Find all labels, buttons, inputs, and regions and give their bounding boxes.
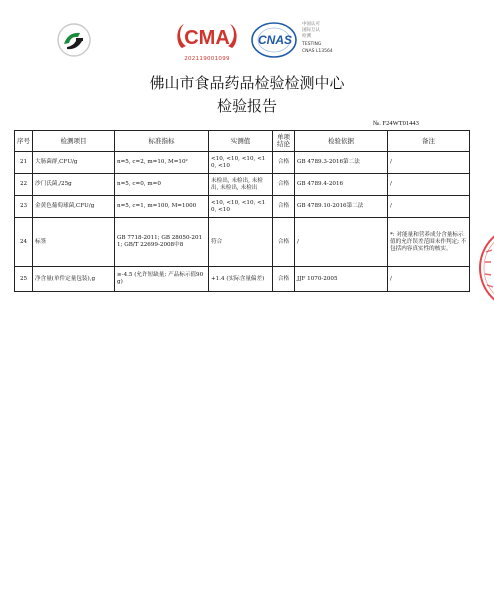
sc-logo-icon [56, 22, 92, 58]
cell-no: 23 [15, 196, 33, 218]
table-header-row [15, 131, 470, 152]
cell-result: 合格 [273, 218, 295, 267]
cell-basis: / [295, 218, 388, 267]
table-row [15, 174, 470, 196]
table-row [15, 152, 470, 174]
cell-basis: GB 4789.4-2016 [295, 174, 388, 196]
cell-measured: 符合 [209, 218, 273, 267]
cnas-line-5: CNAS L13564 [302, 49, 333, 54]
cell-item: 金黄色葡萄球菌,CFU/g [33, 196, 115, 218]
cnas-line-4: TESTING [302, 42, 322, 47]
cell-result: 合格 [273, 174, 295, 196]
header-item: 检测项目 [33, 131, 115, 152]
cell-item: 沙门氏菌,/25g [33, 174, 115, 196]
cell-no: 25 [15, 267, 33, 292]
table-row [15, 218, 470, 267]
header-remark: 备注 [388, 131, 470, 152]
cell-item: 大肠菌群,CFU/g [33, 152, 115, 174]
cell-basis: GB 4789.3-2016第二法 [295, 152, 388, 174]
report-number: №. F24WT01443 [373, 120, 419, 127]
cell-remark: *: 对能量和营养成分含量标示值的允许误差范围未作判定; 不包括内容真实性的核实。 [388, 218, 470, 267]
red-seal-stamp-icon [476, 222, 494, 314]
cell-no: 21 [15, 152, 33, 174]
cnas-line-3: 检测 [302, 34, 311, 39]
cell-result: 合格 [273, 196, 295, 218]
cell-remark: / [388, 152, 470, 174]
cnas-line-1: 中国认可 [302, 22, 320, 27]
cell-measured: <10, <10, <10, <10, <10 [209, 196, 273, 218]
cma-mark-icon [170, 18, 244, 56]
cell-measured: <10, <10, <10, <10, <10 [209, 152, 273, 174]
cell-measured: +1.4 (实际含量偏差) [209, 267, 273, 292]
cma-number: 202119001099 [184, 56, 230, 62]
cell-result: 合格 [273, 152, 295, 174]
cell-standard: ≥-4.5 (允许短缺量; 产品标示值90g) [115, 267, 209, 292]
cell-standard: n=5, c=1, m=100, M=1000 [115, 196, 209, 218]
cell-remark: / [388, 267, 470, 292]
cell-remark: / [388, 174, 470, 196]
header-measured: 实测值 [209, 131, 273, 152]
cell-standard: GB 7718-2011; GB 28050-2011; GB/T 22699-2008中8 [115, 218, 209, 267]
header-basis: 检验依据 [295, 131, 388, 152]
svg-text:CMA: CMA [184, 27, 230, 49]
institution-title: 佛山市食品药品检验检测中心 [149, 74, 345, 92]
cnas-mark-icon [250, 18, 302, 62]
cnas-line-2: 国际互认 [302, 28, 320, 33]
results-table [14, 130, 470, 292]
cell-result: 合格 [273, 267, 295, 292]
logo-bar [0, 14, 494, 64]
cell-standard: n=5, c=0, m=0 [115, 174, 209, 196]
cell-remark: / [388, 196, 470, 218]
table-row [15, 267, 470, 292]
cell-basis: GB 4789.10-2016第二法 [295, 196, 388, 218]
cell-item: 净含量(单件定量包装),g [33, 267, 115, 292]
svg-text:CNAS: CNAS [257, 33, 293, 47]
header-standard: 标准指标 [115, 131, 209, 152]
cma-logo [170, 18, 244, 66]
cell-no: 22 [15, 174, 33, 196]
header-result: 单项结论 [273, 131, 295, 152]
cell-standard: n=5, c=2, m=10, M=10² [115, 152, 209, 174]
cell-no: 24 [15, 218, 33, 267]
cell-basis: JJF 1070-2005 [295, 267, 388, 292]
cell-measured: 未检出, 未检出, 未检出, 未检出, 未检出 [209, 174, 273, 196]
cell-item: 标签 [33, 218, 115, 267]
table-row [15, 196, 470, 218]
header-no: 序号 [15, 131, 33, 152]
cnas-logo [250, 18, 370, 64]
report-title: 检验报告 [216, 97, 277, 115]
